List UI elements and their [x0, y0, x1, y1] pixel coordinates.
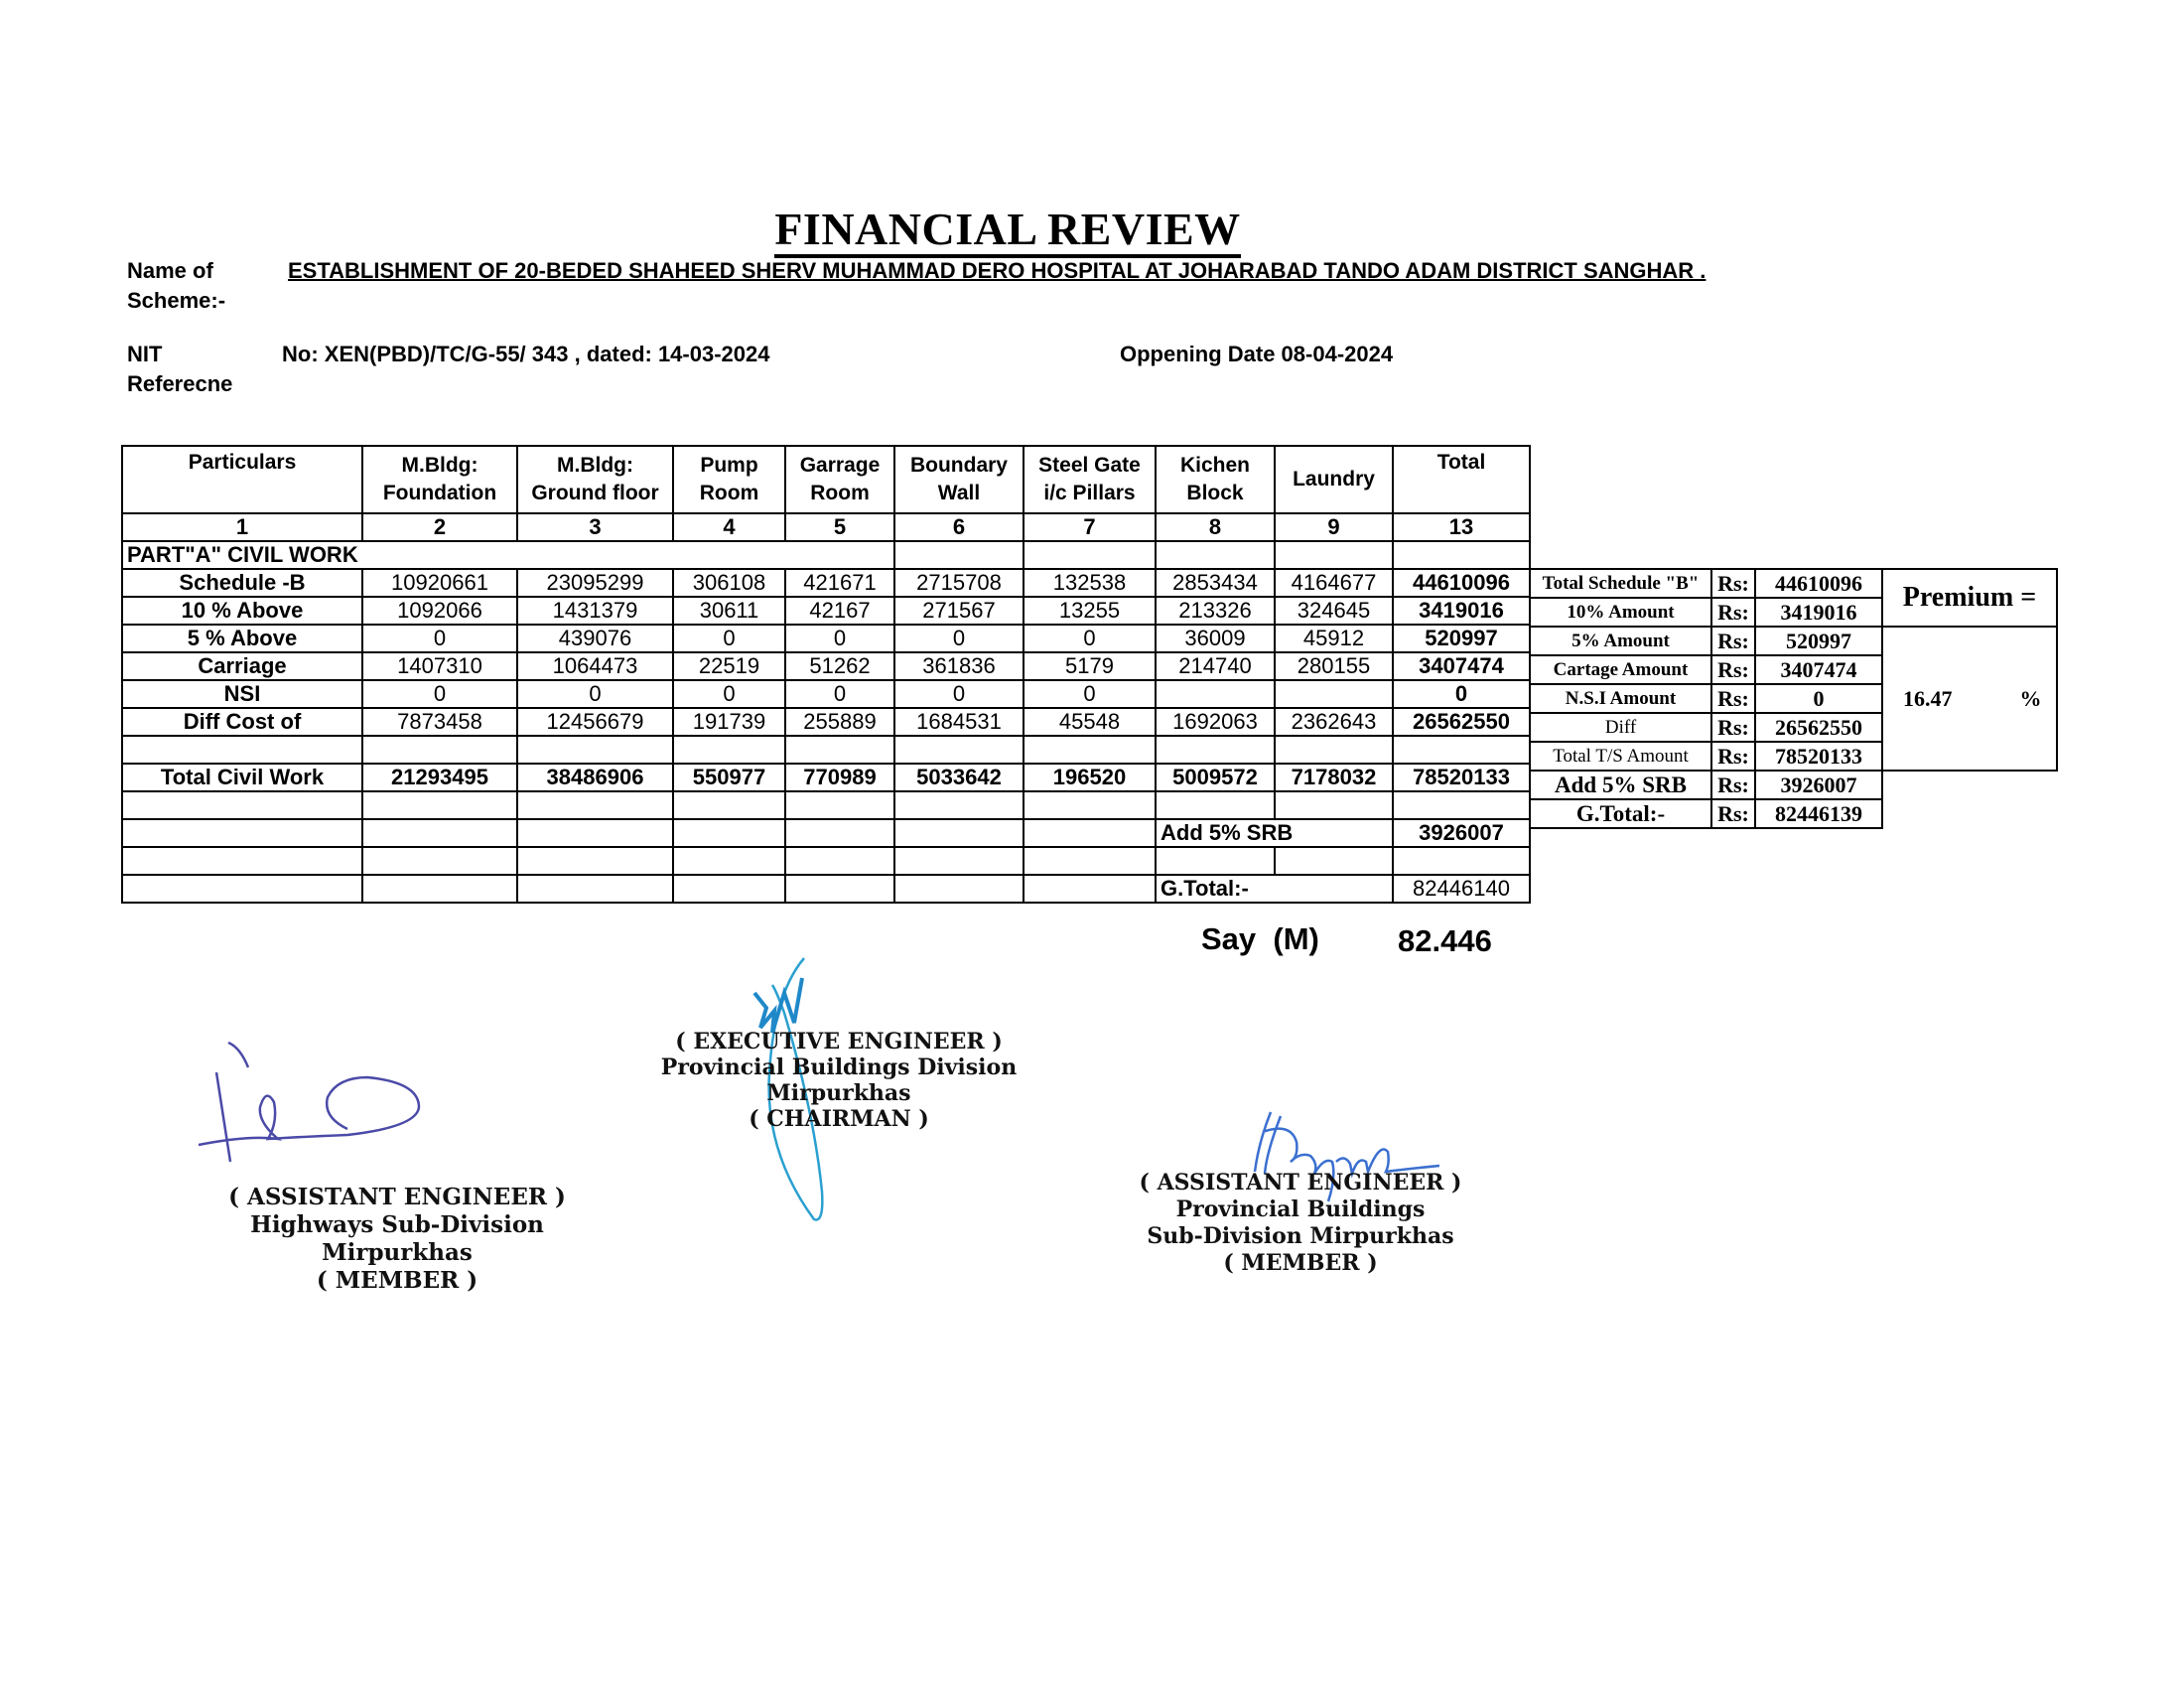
signatory-line: Provincial Buildings Division — [660, 1055, 1018, 1080]
summary-row — [1530, 569, 2057, 598]
summary-value: 3407474 — [1755, 655, 1882, 684]
row-label: 10 % Above — [122, 597, 362, 625]
summary-value: 44610096 — [1755, 569, 1882, 598]
scheme-label-line: Name of — [127, 258, 213, 283]
empty-cell — [1393, 791, 1530, 819]
value-cell: 10920661 — [362, 569, 517, 597]
header-text: Boundary — [909, 454, 1008, 477]
rs-label: Rs: — [1711, 655, 1755, 684]
percent-sign: % — [2019, 685, 2042, 711]
rs-label: Rs: — [1711, 799, 1755, 828]
header-text: i/c Pillars — [1043, 482, 1136, 504]
say-label: Say (M) — [1201, 921, 1319, 956]
value-cell: 1064473 — [517, 652, 673, 680]
document-title-text: FINANCIAL REVIEW — [774, 204, 1240, 258]
value-cell: 5179 — [1024, 652, 1156, 680]
value-cell: 0 — [1024, 625, 1156, 652]
value-cell: 36009 — [1156, 625, 1275, 652]
value-cell — [894, 736, 1024, 764]
empty-cell — [122, 819, 362, 847]
value-cell: 45912 — [1275, 625, 1393, 652]
value-cell: 2362643 — [1275, 708, 1393, 736]
summary-label: 5% Amount — [1530, 627, 1711, 655]
value-cell: 0 — [1024, 680, 1156, 708]
value-cell: 1092066 — [362, 597, 517, 625]
summary-row — [1530, 627, 2057, 655]
scheme-label — [127, 256, 246, 316]
rs-label: Rs: — [1711, 598, 1755, 627]
value-cell — [1275, 680, 1393, 708]
summary-label: Add 5% SRB — [1530, 771, 1711, 799]
header-total — [1393, 446, 1530, 513]
value-cell: 23095299 — [517, 569, 673, 597]
empty-cell — [1275, 541, 1393, 569]
summary-label: Total Schedule "B" — [1530, 569, 1711, 598]
value-cell: 0 — [894, 680, 1024, 708]
value-cell: 30611 — [673, 597, 785, 625]
empty-cell — [785, 791, 894, 819]
header-text: Wall — [937, 482, 981, 504]
add-srb-value: 3926007 — [1393, 819, 1530, 847]
value-cell: 439076 — [517, 625, 673, 652]
table-row — [122, 680, 1530, 708]
summary-label: G.Total:- — [1530, 799, 1711, 828]
signatory-line: Mirpurkhas — [322, 1239, 473, 1266]
empty-cell — [1275, 847, 1393, 875]
value-cell: 5033642 — [894, 764, 1024, 791]
empty-cell — [1024, 847, 1156, 875]
empty-cell — [673, 847, 785, 875]
nit-label — [127, 340, 246, 399]
value-cell: 421671 — [785, 569, 894, 597]
row-label: 5 % Above — [122, 625, 362, 652]
table-row — [122, 652, 1530, 680]
premium-value-cell — [1882, 627, 2057, 771]
total-cell: 44610096 — [1393, 569, 1530, 597]
value-cell: 213326 — [1156, 597, 1275, 625]
empty-cell — [362, 875, 517, 903]
summary-value: 520997 — [1755, 627, 1882, 655]
value-cell — [1156, 680, 1275, 708]
add-srb-row — [122, 819, 1530, 847]
value-cell: 214740 — [1156, 652, 1275, 680]
value-cell: 0 — [517, 680, 673, 708]
header-text: Pump — [700, 454, 758, 477]
section-row — [122, 541, 1530, 569]
value-cell: 0 — [785, 680, 894, 708]
header-text: Particulars — [188, 451, 297, 474]
value-cell: 1692063 — [1156, 708, 1275, 736]
empty-cell — [1275, 791, 1393, 819]
header-particulars — [122, 446, 362, 513]
signatory-line: ( MEMBER ) — [316, 1267, 478, 1294]
header-text: Garrage — [799, 454, 881, 477]
header-text: M.Bldg: — [557, 454, 633, 477]
value-cell: 12456679 — [517, 708, 673, 736]
value-cell: 0 — [673, 625, 785, 652]
value-cell — [1156, 736, 1275, 764]
table-row — [122, 708, 1530, 736]
header-text: Laundry — [1293, 468, 1375, 491]
section-label: PART"A" CIVIL WORK — [122, 541, 894, 569]
empty-cell — [894, 541, 1024, 569]
rs-label: Rs: — [1711, 742, 1755, 771]
empty-cell — [1024, 819, 1156, 847]
value-cell: 22519 — [673, 652, 785, 680]
header-text: Ground floor — [531, 482, 659, 504]
empty-cell — [1024, 541, 1156, 569]
column-number: 6 — [894, 513, 1024, 541]
signatory-2 — [611, 1029, 1067, 1132]
column-number: 4 — [673, 513, 785, 541]
say-value-millions: 82.446 — [1398, 923, 1492, 958]
value-cell: 1407310 — [362, 652, 517, 680]
rs-label: Rs: — [1711, 684, 1755, 713]
value-cell: 196520 — [1024, 764, 1156, 791]
signatory-line: ( ASSISTANT ENGINEER ) — [1139, 1170, 1462, 1196]
signatory-line: Mirpurkhas — [766, 1080, 911, 1106]
empty-cell — [362, 819, 517, 847]
header-text: Block — [1186, 482, 1244, 504]
total-cell: 3419016 — [1393, 597, 1530, 625]
summary-label: N.S.I Amount — [1530, 684, 1711, 713]
value-cell: 4164677 — [1275, 569, 1393, 597]
column-number: 7 — [1024, 513, 1156, 541]
column-number: 13 — [1393, 513, 1530, 541]
summary-value: 78520133 — [1755, 742, 1882, 771]
column-number: 9 — [1275, 513, 1393, 541]
opening-date: Oppening Date 08-04-2024 — [1120, 342, 1394, 366]
summary-value: 3926007 — [1755, 771, 1882, 799]
value-cell: 306108 — [673, 569, 785, 597]
value-cell: 2715708 — [894, 569, 1024, 597]
column-number: 2 — [362, 513, 517, 541]
value-cell: 280155 — [1275, 652, 1393, 680]
value-cell: 132538 — [1024, 569, 1156, 597]
grand-total-label: G.Total:- — [1156, 875, 1393, 903]
header-text: Foundation — [382, 482, 497, 504]
empty-cell — [785, 819, 894, 847]
rs-label: Rs: — [1711, 627, 1755, 655]
empty-cell — [517, 875, 673, 903]
scheme-label-line: Scheme:- — [127, 288, 226, 313]
empty-cell — [785, 847, 894, 875]
row-label — [122, 736, 362, 764]
empty-cell — [517, 791, 673, 819]
empty-row — [122, 791, 1530, 819]
empty-cell — [1882, 799, 2057, 828]
header-foundation — [362, 446, 517, 513]
header-kichen-block — [1156, 446, 1275, 513]
row-label: Diff Cost of — [122, 708, 362, 736]
empty-cell — [673, 791, 785, 819]
value-cell: 1684531 — [894, 708, 1024, 736]
header-text: M.Bldg: — [401, 454, 478, 477]
rs-label: Rs: — [1711, 569, 1755, 598]
empty-cell — [1393, 847, 1530, 875]
nit-label-line: NIT — [127, 342, 163, 366]
value-cell — [362, 736, 517, 764]
table-row — [122, 764, 1530, 791]
grand-total-value: 82446140 — [1393, 875, 1530, 903]
column-number: 3 — [517, 513, 673, 541]
empty-cell — [1156, 791, 1275, 819]
value-cell: 0 — [362, 680, 517, 708]
empty-cell — [1156, 847, 1275, 875]
row-label: NSI — [122, 680, 362, 708]
empty-cell — [894, 819, 1024, 847]
value-cell: 21293495 — [362, 764, 517, 791]
document-title — [0, 203, 2015, 255]
empty-cell — [1024, 875, 1156, 903]
value-cell: 13255 — [1024, 597, 1156, 625]
summary-value: 26562550 — [1755, 713, 1882, 742]
value-cell: 0 — [673, 680, 785, 708]
value-cell: 0 — [894, 625, 1024, 652]
empty-cell — [1882, 771, 2057, 799]
value-cell: 0 — [785, 625, 894, 652]
empty-cell — [785, 875, 894, 903]
value-cell: 45548 — [1024, 708, 1156, 736]
nit-reference: No: XEN(PBD)/TC/G-55/ 343 , dated: 14-03-2024 — [282, 342, 770, 366]
summary-label: Total T/S Amount — [1530, 742, 1711, 771]
signatory-line: ( ASSISTANT ENGINEER ) — [228, 1184, 566, 1210]
value-cell: 7873458 — [362, 708, 517, 736]
value-cell: 42167 — [785, 597, 894, 625]
empty-cell — [517, 819, 673, 847]
signatory-line: Highways Sub-Division — [250, 1211, 544, 1238]
column-number: 8 — [1156, 513, 1275, 541]
premium-label: Premium = — [1882, 569, 2057, 627]
value-cell: 2853434 — [1156, 569, 1275, 597]
value-cell: 5009572 — [1156, 764, 1275, 791]
empty-row — [122, 847, 1530, 875]
signatory-line: Sub-Division Mirpurkhas — [1147, 1223, 1454, 1249]
value-cell — [1024, 736, 1156, 764]
value-cell: 324645 — [1275, 597, 1393, 625]
header-text: Kichen — [1179, 454, 1250, 477]
total-cell: 78520133 — [1393, 764, 1530, 791]
header-ground-floor — [517, 446, 673, 513]
total-cell: 0 — [1393, 680, 1530, 708]
grand-total-row — [122, 875, 1530, 903]
header-pump-room — [673, 446, 785, 513]
empty-cell — [1156, 541, 1275, 569]
value-cell: 770989 — [785, 764, 894, 791]
value-cell: 0 — [362, 625, 517, 652]
header-laundry — [1275, 446, 1393, 513]
value-cell: 255889 — [785, 708, 894, 736]
header-steel-gate — [1024, 446, 1156, 513]
value-cell: 7178032 — [1275, 764, 1393, 791]
nit-label-line: Referecne — [127, 371, 233, 396]
value-cell: 38486906 — [517, 764, 673, 791]
table-row — [122, 569, 1530, 597]
total-cell: 26562550 — [1393, 708, 1530, 736]
value-cell: 51262 — [785, 652, 894, 680]
signatory-3 — [1092, 1170, 1509, 1277]
signatory-1 — [189, 1184, 606, 1295]
summary-value: 82446139 — [1755, 799, 1882, 828]
header-text: Steel Gate — [1038, 454, 1141, 477]
empty-cell — [673, 875, 785, 903]
row-label: Carriage — [122, 652, 362, 680]
signature-assistant-engineer-highways — [189, 1028, 427, 1167]
table-row — [122, 597, 1530, 625]
empty-cell — [894, 791, 1024, 819]
summary-row — [1530, 799, 2057, 828]
value-cell: 550977 — [673, 764, 785, 791]
value-cell: 1431379 — [517, 597, 673, 625]
summary-label: Diff — [1530, 713, 1711, 742]
column-number-row — [122, 513, 1530, 541]
empty-cell — [517, 847, 673, 875]
summary-row — [1530, 771, 2057, 799]
empty-cell — [894, 875, 1024, 903]
header-text: Room — [810, 482, 870, 504]
summary-value: 3419016 — [1755, 598, 1882, 627]
value-cell — [1275, 736, 1393, 764]
row-label: Total Civil Work — [122, 764, 362, 791]
empty-cell — [122, 875, 362, 903]
table-row — [122, 625, 1530, 652]
total-cell: 520997 — [1393, 625, 1530, 652]
signatory-line: Provincial Buildings — [1175, 1196, 1426, 1222]
header-garrage-room — [785, 446, 894, 513]
value-cell: 271567 — [894, 597, 1024, 625]
value-cell — [673, 736, 785, 764]
column-number: 5 — [785, 513, 894, 541]
summary-label: 10% Amount — [1530, 598, 1711, 627]
summary-table — [1529, 568, 2058, 829]
signatory-line: ( EXECUTIVE ENGINEER ) — [675, 1029, 1003, 1055]
value-cell: 191739 — [673, 708, 785, 736]
total-cell — [1393, 736, 1530, 764]
signatory-line: ( MEMBER ) — [1223, 1250, 1378, 1276]
row-label: Schedule -B — [122, 569, 362, 597]
value-cell — [517, 736, 673, 764]
financial-review-table — [121, 445, 1531, 904]
value-cell — [785, 736, 894, 764]
total-cell: 3407474 — [1393, 652, 1530, 680]
empty-cell — [362, 847, 517, 875]
rs-label: Rs: — [1711, 713, 1755, 742]
empty-cell — [1393, 541, 1530, 569]
value-cell: 361836 — [894, 652, 1024, 680]
summary-label: Cartage Amount — [1530, 655, 1711, 684]
scheme-name: ESTABLISHMENT OF 20-BEDED SHAHEED SHERV MUHAMMAD DERO HOSPITAL AT JOHARABAD TANDO ADAM DISTRICT SANGHAR . — [288, 258, 1706, 283]
empty-cell — [122, 791, 362, 819]
header-text: Total — [1436, 451, 1486, 474]
signatory-line: ( CHAIRMAN ) — [749, 1106, 929, 1132]
empty-cell — [894, 847, 1024, 875]
header-text: Room — [699, 482, 759, 504]
empty-cell — [1024, 791, 1156, 819]
column-number: 1 — [122, 513, 362, 541]
table-row — [122, 736, 1530, 764]
add-srb-label: Add 5% SRB — [1156, 819, 1393, 847]
summary-value: 0 — [1755, 684, 1882, 713]
empty-cell — [122, 847, 362, 875]
rs-label: Rs: — [1711, 771, 1755, 799]
header-row — [122, 446, 1530, 513]
empty-cell — [673, 819, 785, 847]
premium-value: 16.47 — [1903, 685, 1953, 711]
header-boundary-wall — [894, 446, 1024, 513]
empty-cell — [362, 791, 517, 819]
